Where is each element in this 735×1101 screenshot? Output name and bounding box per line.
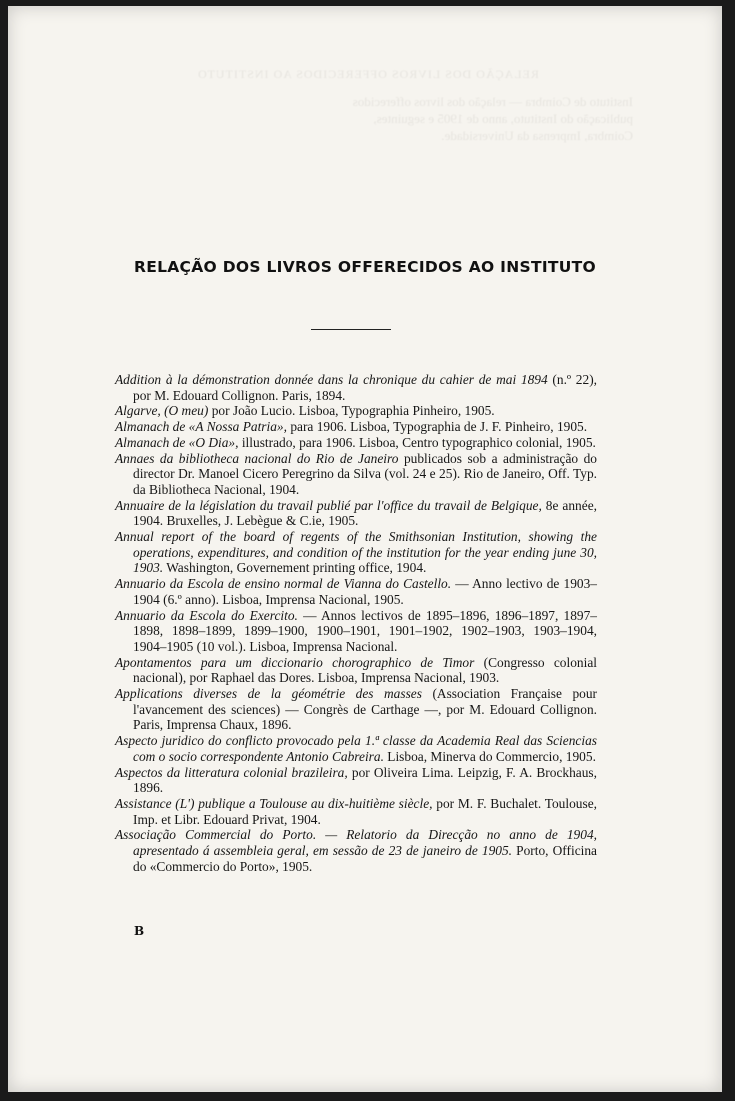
entry-title: Annuaire de la législation du travail publié par l'office du travail de Belgique, [115, 497, 542, 513]
entry-title: Applications diverses de la géométrie des masses [115, 686, 422, 702]
entry-title: Algarve, (O meu) [115, 403, 209, 419]
entry-title: Almanach de «A Nossa Patria», [115, 419, 287, 435]
entry-details: para 1906. Lisboa, Typographia de J. F. Pinheiro, 1905. [286, 419, 588, 435]
entry-details: publicados sob a administração do director Dr. Manoel Cicero Peregrino da Silva (vol. 24 e 25). Rio de Janeiro, Off. Typ. da Bibliotheca Nacional, 1904. [133, 450, 598, 497]
entry-title: Almanach de «O Dia», [115, 434, 239, 450]
entry-details: 8e année, 1904. Bruxelles, J. Lebègue & C.ie, 1905. [133, 497, 597, 529]
entry-details: (n.º 22), por M. Edouard Collignon. Paris, 1894. [133, 372, 598, 403]
list-item [115, 498, 597, 529]
page-title: RELAÇÃO DOS LIVROS OFFERECIDOS AO INSTITUTO [133, 258, 597, 276]
list-item [115, 686, 597, 733]
entry-details: Porto, Officina do «Commercio do Porto», 1905. [133, 843, 598, 874]
entry-title: Aspectos da litteratura colonial brazileira, [115, 764, 348, 780]
entry-details: por Oliveira Lima. Leipzig, F. A. Brockhaus, 1896. [133, 764, 597, 796]
bleed-through-line: publicação do Instituto, anno de 1905 e seguintes, [373, 111, 633, 126]
list-item [115, 765, 597, 796]
entry-title: Associação Commercial do Porto. — Relatorio da Direcção no anno de 1904, apresentado á assembleia geral, em sessão de 23 de janeiro de 1905. [115, 827, 597, 859]
list-item [115, 435, 597, 451]
entry-list [115, 372, 597, 875]
entry-details: (Congresso colonial nacional), por Raphael das Dores. Lisboa, Imprensa Nacional, 1903. [133, 654, 598, 686]
entry-title: Annual report of the board of regents of the Smithsonian Institution, showing the operations, expenditures, and condition of the institution for the year ending june 30, 1903. [115, 529, 597, 576]
entry-title: Aspecto juridico do conflicto provocado pela 1.ª classe da Academia Real das Sciencias com o socio correspondente Antonio Cabreira. [115, 733, 597, 764]
entry-details: Lisboa, Minerva do Commercio, 1905. [383, 748, 596, 764]
bleed-through-line: Instituto de Coimbra — relação dos livros offerecidos [352, 94, 633, 109]
entry-title: Apontamentos para um diccionario chorographico de Timor [115, 654, 475, 670]
bleed-through-line: Coimbra, Imprensa da Universidade. [441, 128, 633, 143]
entry-details: — Anno lectivo de 1903–1904 (6.º anno). Lisboa, Imprensa Nacional, 1905. [133, 576, 598, 607]
bleed-through-line: RELAÇÃO DOS LIVROS OFFERECIDOS AO INSTITUTO [197, 67, 539, 81]
list-item [115, 655, 597, 686]
entry-details: (Association Française pour l'avancement des sciences) — Congrès de Carthage —, por M. Edouard Collignon. Paris, Imprensa Chaux, 1896. [133, 686, 597, 733]
list-item [115, 827, 597, 874]
entry-title: Annuario da Escola do Exercito. [115, 607, 298, 623]
entry-title: Annaes da bibliotheca nacional do Rio de Janeiro [115, 450, 399, 466]
entry-title: Addition à la démonstration donnée dans la chronique du cahier de mai 1894 [115, 372, 548, 387]
entry-details: Washington, Governement printing office, 1904. [163, 560, 427, 576]
list-item [115, 372, 597, 403]
list-item [115, 608, 597, 655]
list-item [115, 576, 597, 607]
list-item [115, 796, 597, 827]
list-item [115, 733, 597, 764]
list-item [115, 419, 597, 435]
entry-details: por João Lucio. Lisboa, Typographia Pinheiro, 1905. [208, 403, 495, 419]
entry-details: — Annos lectivos de 1895–1896, 1896–1897, 1897–1898, 1898–1899, 1899–1900, 1900–1901, 1901–1902, 1902–1903, 1903–1904, 1904–1905 (10 vol.). Lisboa, Imprensa Nacional. [133, 607, 597, 654]
signature-mark: B [134, 924, 145, 938]
list-item [115, 403, 597, 419]
title-rule [311, 329, 391, 330]
entry-details: por M. F. Buchalet. Toulouse, Imp. et Libr. Edouard Privat, 1904. [133, 795, 597, 827]
entry-details: illustrado, para 1906. Lisboa, Centro typographico colonial, 1905. [238, 434, 596, 450]
entry-title: Assistance (L') publique a Toulouse au dix-huitième siècle, [115, 795, 433, 811]
document-page [8, 6, 722, 1092]
list-item [115, 451, 597, 498]
entry-title: Annuario da Escola de ensino normal de Vianna do Castello. [115, 576, 452, 592]
list-item [115, 529, 597, 576]
bleed-through-text [103, 66, 633, 144]
